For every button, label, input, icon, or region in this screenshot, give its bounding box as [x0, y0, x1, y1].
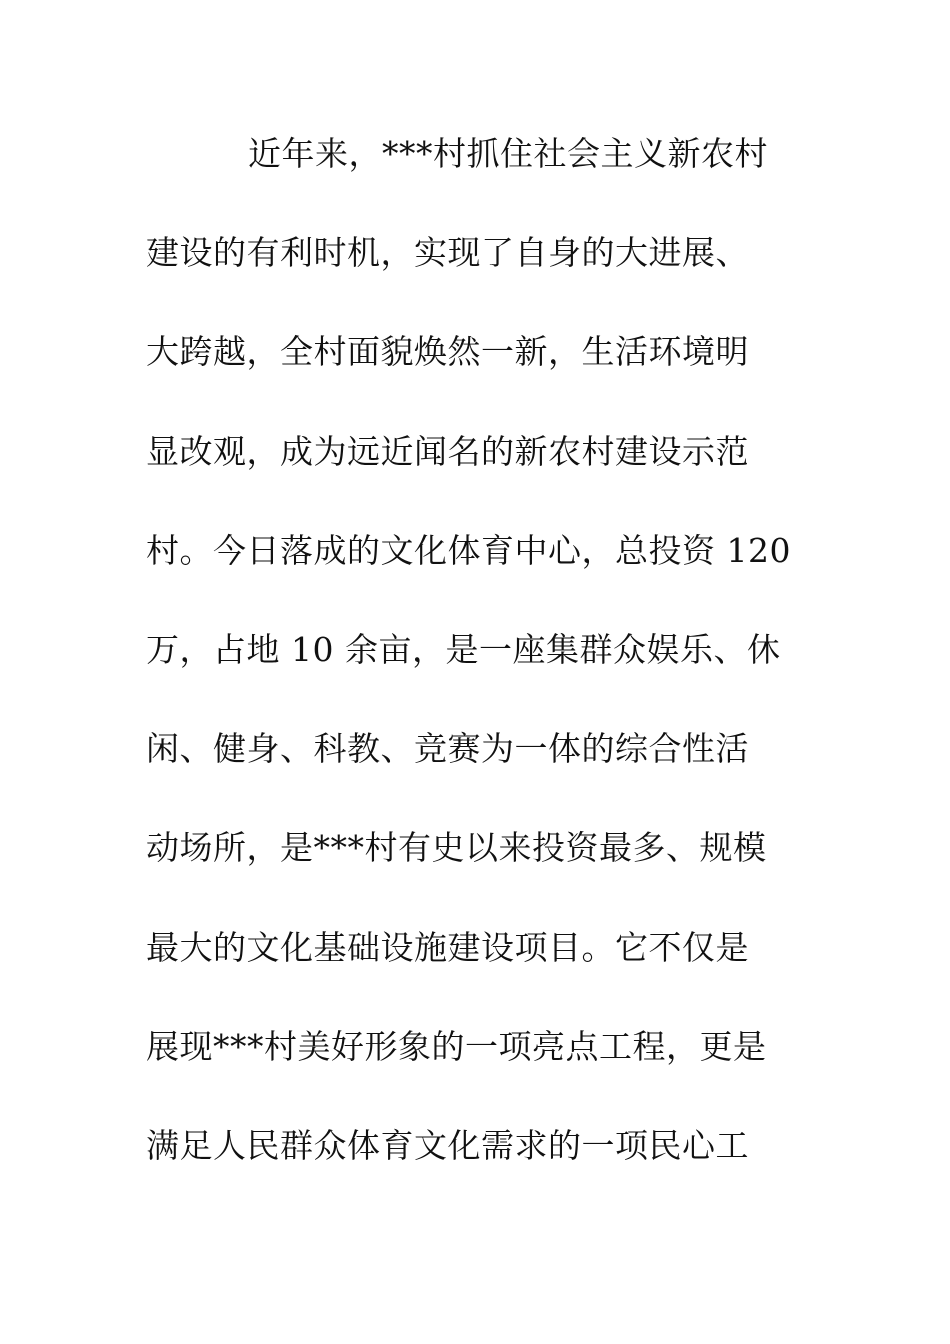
paragraph-line: 大跨越，全村面貌焕然一新，生活环境明 [146, 332, 749, 372]
paragraph-line: 最大的文化基础设施建设项目。它不仅是 [146, 927, 749, 967]
paragraph-line: 展现***村美好形象的一项亮点工程，更是 [146, 1026, 767, 1066]
paragraph-line: 近年来，***村抓住社会主义新农村 [248, 134, 768, 173]
paragraph-line: 闲、健身、科教、竞赛为一体的综合性活 [146, 729, 749, 769]
paragraph-line: 村。今日落成的文化体育中心，总投资 120 [146, 530, 791, 570]
paragraph [146, 128, 826, 1219]
paragraph-line: 满足人民群众体育文化需求的一项民心工 [146, 1125, 749, 1165]
paragraph-line: 建设的有利时机，实现了自身的大进展、 [146, 233, 749, 273]
paragraph-line: 动场所，是***村有史以来投资最多、规模 [146, 828, 767, 868]
paragraph-line: 显改观，成为远近闻名的新农村建设示范 [146, 431, 749, 471]
paragraph-line: 万，占地 10 余亩，是一座集群众娱乐、休 [146, 629, 781, 669]
